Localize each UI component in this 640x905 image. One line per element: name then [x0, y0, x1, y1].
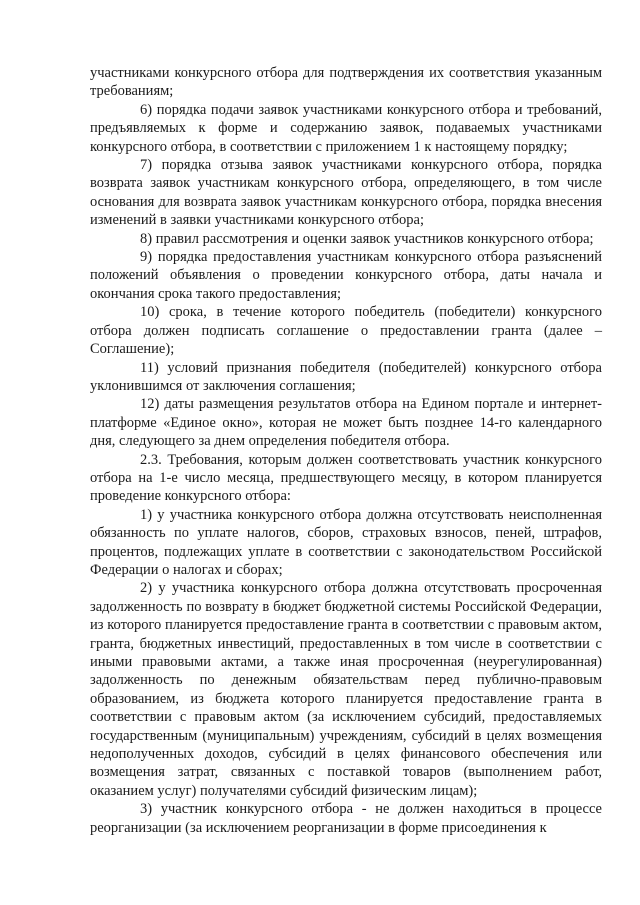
- paragraph-continuation: участниками конкурсного отбора для подтверждения их соответствия указанным требованиям;: [90, 65, 602, 100]
- paragraph-item-12: 12) даты размещения результатов отбора на Едином портале и интернет-платформе «Единое окно», которая не может быть позднее 14-го календарного дня, следующего за днем определения победителя отбора.: [90, 396, 602, 450]
- document-body: [90, 64, 602, 837]
- paragraph-requirement-1: 1) у участника конкурсного отбора должна отсутствовать неисполненная обязанность по уплате налогов, сборов, страховых взносов, пеней, штрафов, процентов, подлежащих уплате в соответствии с законодательством Российской Федерации о налогах и сборах;: [90, 506, 602, 578]
- paragraph-item-7: 7) порядка отзыва заявок участниками конкурсного отбора, порядка возврата заявок участникам конкурсного отбора, определяющего, в том числе основания для возврата заявок участникам конкурсного отбора, порядка внесения изменений в заявки участниками конкурсного отбора;: [90, 157, 602, 229]
- paragraph-requirement-3: 3) участник конкурсного отбора - не должен находиться в процессе реорганизации (за исключением реорганизации в форме присоединения к: [90, 801, 602, 836]
- paragraph-item-9: 9) порядка предоставления участникам конкурсного отбора разъяснений положений объявления о проведении конкурсного отбора, даты начала и окончания срока такого предоставления;: [90, 249, 602, 302]
- paragraph-item-10: 10) срока, в течение которого победитель (победители) конкурсного отбора должен подписать соглашение о предоставлении гранта (далее – Соглашение);: [90, 304, 602, 358]
- paragraph-section-2-3: 2.3. Требования, которым должен соответствовать участник конкурсного отбора на 1-е число месяца, предшествующего месяцу, в котором планируется проведение конкурсного отбора:: [90, 451, 602, 505]
- paragraph-item-8: 8) правил рассмотрения и оценки заявок участников конкурсного отбора;: [140, 230, 594, 247]
- paragraph-item-6: 6) порядка подачи заявок участниками конкурсного отбора и требований, предъявляемых к форме и содержанию заявок, подаваемых участниками конкурсного отбора, в соответствии с приложением 1 к настоящему порядку;: [90, 101, 602, 155]
- paragraph-requirement-2: 2) у участника конкурсного отбора должна отсутствовать просроченная задолженность по возврату в бюджет бюджетной системы Российской Федерации, из которого планируется предоставление гранта в соответствии с правовым актом, гранта, бюджетных инвестиций, предоставленных в том числе в соответствии с иными правовыми актами, а также иная просроченная (неурегулированная) задолженность по денежным обязательствам перед публично-правовым образованием, из бюджета которого планируется предоставление гранта в соответствии с правовым актом (за исключением субсидий, предоставляемых государственным (муниципальным) учреждениям, субсидий в целях возмещения недополученных доходов, субсидий в целях финансового обеспечения или возмещения затрат, связанных с поставкой товаров (выполнением работ, оказанием услуг) получателями субсидий физическим лицам);: [90, 580, 602, 799]
- paragraph-item-11: 11) условий признания победителя (победителей) конкурсного отбора уклонившимся от заключения соглашения;: [90, 359, 602, 394]
